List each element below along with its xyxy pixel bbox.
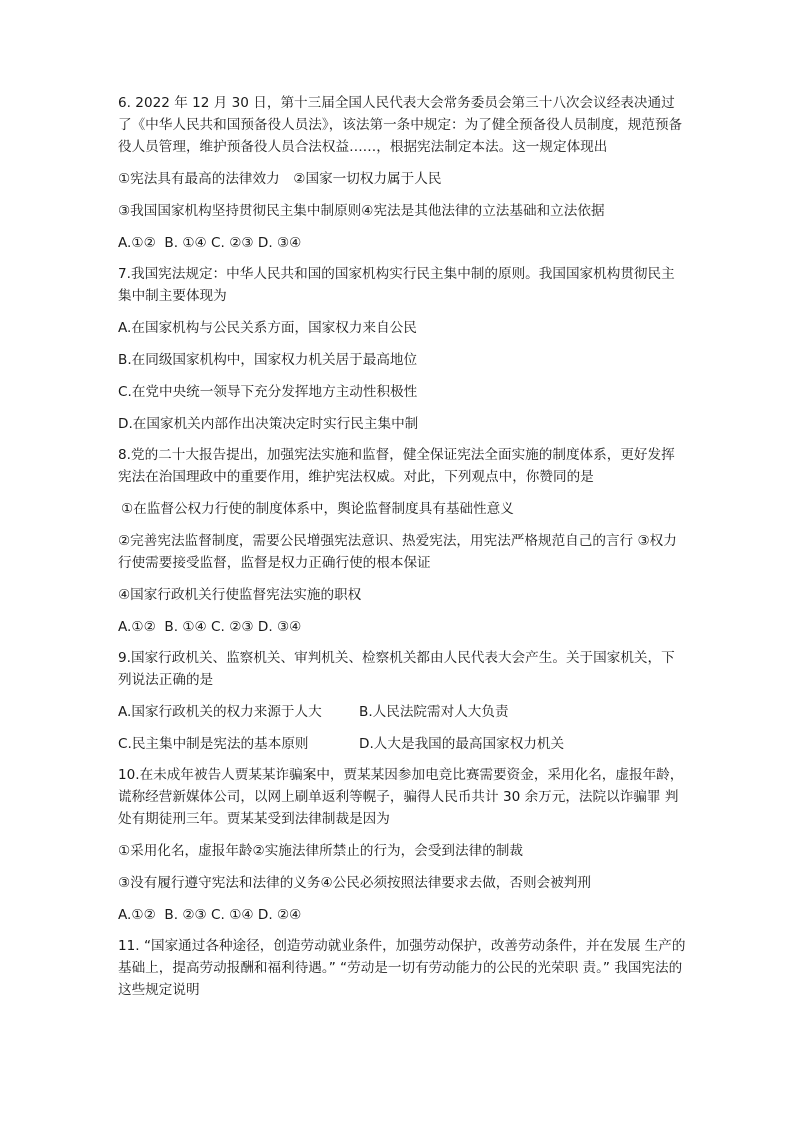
question-9-choices-row-2 <box>118 733 688 755</box>
question-9 <box>118 647 688 755</box>
question-9-choice-a: A.国家行政机关的权力来源于人大 <box>118 704 322 720</box>
question-7-choice-c: C.在党中央统一领导下充分发挥地方主动性积极性 <box>118 384 418 400</box>
question-6-stem: 6. 2022 年 12 月 30 日，第十三届全国人民代表大会常务委员会第三十八次会议经表决通过了《中华人民共和国预备役人员法》，该法第一条中规定：为了健全预备役人员制度，规范预备役人员管理，维护预备役人员合法权益……，根据宪法制定本法。这一规定体现出 <box>118 95 683 155</box>
question-8-statement-1: ①在监督公权力行使的制度体系中，舆论监督制度具有基础性意义 <box>121 501 514 517</box>
question-8-statement-2: ②完善宪法监督制度，需要公民增强宪法意识、热爱宪法，用宪法严格规范自己的言行 ③权力行使需要接受监督，监督是权力正确行使的根本保证 <box>118 533 677 571</box>
exam-page <box>118 92 688 1001</box>
question-8 <box>118 444 688 638</box>
question-9-choice-c: C.民主集中制是宪法的基本原则 <box>118 736 309 752</box>
question-7-choice-a: A.在国家机构与公民关系方面，国家权力来自公民 <box>118 320 417 336</box>
question-6 <box>118 92 688 254</box>
question-8-options: A.①② B. ①④ C. ②③ D. ③④ <box>118 619 302 635</box>
question-9-choices-row-1 <box>118 701 688 723</box>
question-9-choice-d: D.人大是我国的最高国家权力机关 <box>359 736 565 752</box>
question-6-statement-2: ③我国国家机构坚持贯彻民主集中制原则④宪法是其他法律的立法基础和立法依据 <box>118 203 605 219</box>
question-6-statement-1: ①宪法具有最高的法律效力 ②国家一切权力属于人民 <box>118 171 442 187</box>
question-10 <box>118 764 688 926</box>
question-11-stem: 11. “国家通过各种途径，创造劳动就业条件，加强劳动保护，改善劳动条件，并在发展 生产的基础上，提高劳动报酬和福利待遇。” “劳动是一切有劳动能力的公民的光荣职 责。” 我国宪法的这些规定说明 <box>118 938 686 998</box>
question-7-choice-b: B.在同级国家机构中，国家权力机关居于最高地位 <box>118 352 418 368</box>
question-6-options: A.①② B. ①④ C. ②③ D. ③④ <box>118 235 302 251</box>
question-10-options: A.①② B. ②③ C. ①④ D. ②④ <box>118 907 302 923</box>
question-7 <box>118 263 688 435</box>
question-9-choice-b: B.人民法院需对人大负责 <box>359 704 509 720</box>
question-8-stem: 8.党的二十大报告提出，加强宪法实施和监督，健全保证宪法全面实施的制度体系，更好发挥宪法在治国理政中的重要作用，维护宪法权威。对此，下列观点中，你赞同的是 <box>118 447 675 485</box>
question-10-statement-2: ③没有履行遵守宪法和法律的义务④公民必须按照法律要求去做，否则会被判刑 <box>118 875 591 891</box>
question-7-choice-d: D.在国家机关内部作出决策决定时实行民主集中制 <box>118 416 419 432</box>
question-8-statement-3: ④国家行政机关行使监督宪法实施的职权 <box>118 587 362 603</box>
question-10-stem: 10.在未成年被告人贾某某诈骗案中，贾某某因参加电竞比赛需要资金，采用化名，虚报年龄，谎称经营新媒体公司，以网上刷单返利等幌子，骗得人民币共计 30 余万元，法院以诈骗罪 判处有期徒刑三年。贾某某受到法律制裁是因为 <box>118 767 684 827</box>
question-10-statement-1: ①采用化名，虚报年龄②实施法律所禁止的行为，会受到法律的制裁 <box>118 843 523 859</box>
question-7-stem: 7.我国宪法规定：中华人民共和国的国家机构实行民主集中制的原则。我国国家机构贯彻民主 集中制主要体现为 <box>118 266 680 304</box>
question-11 <box>118 935 688 1001</box>
question-9-stem: 9.国家行政机关、监察机关、审判机关、检察机关都由人民代表大会产生。关于国家机关，下列说法正确的是 <box>118 650 675 688</box>
